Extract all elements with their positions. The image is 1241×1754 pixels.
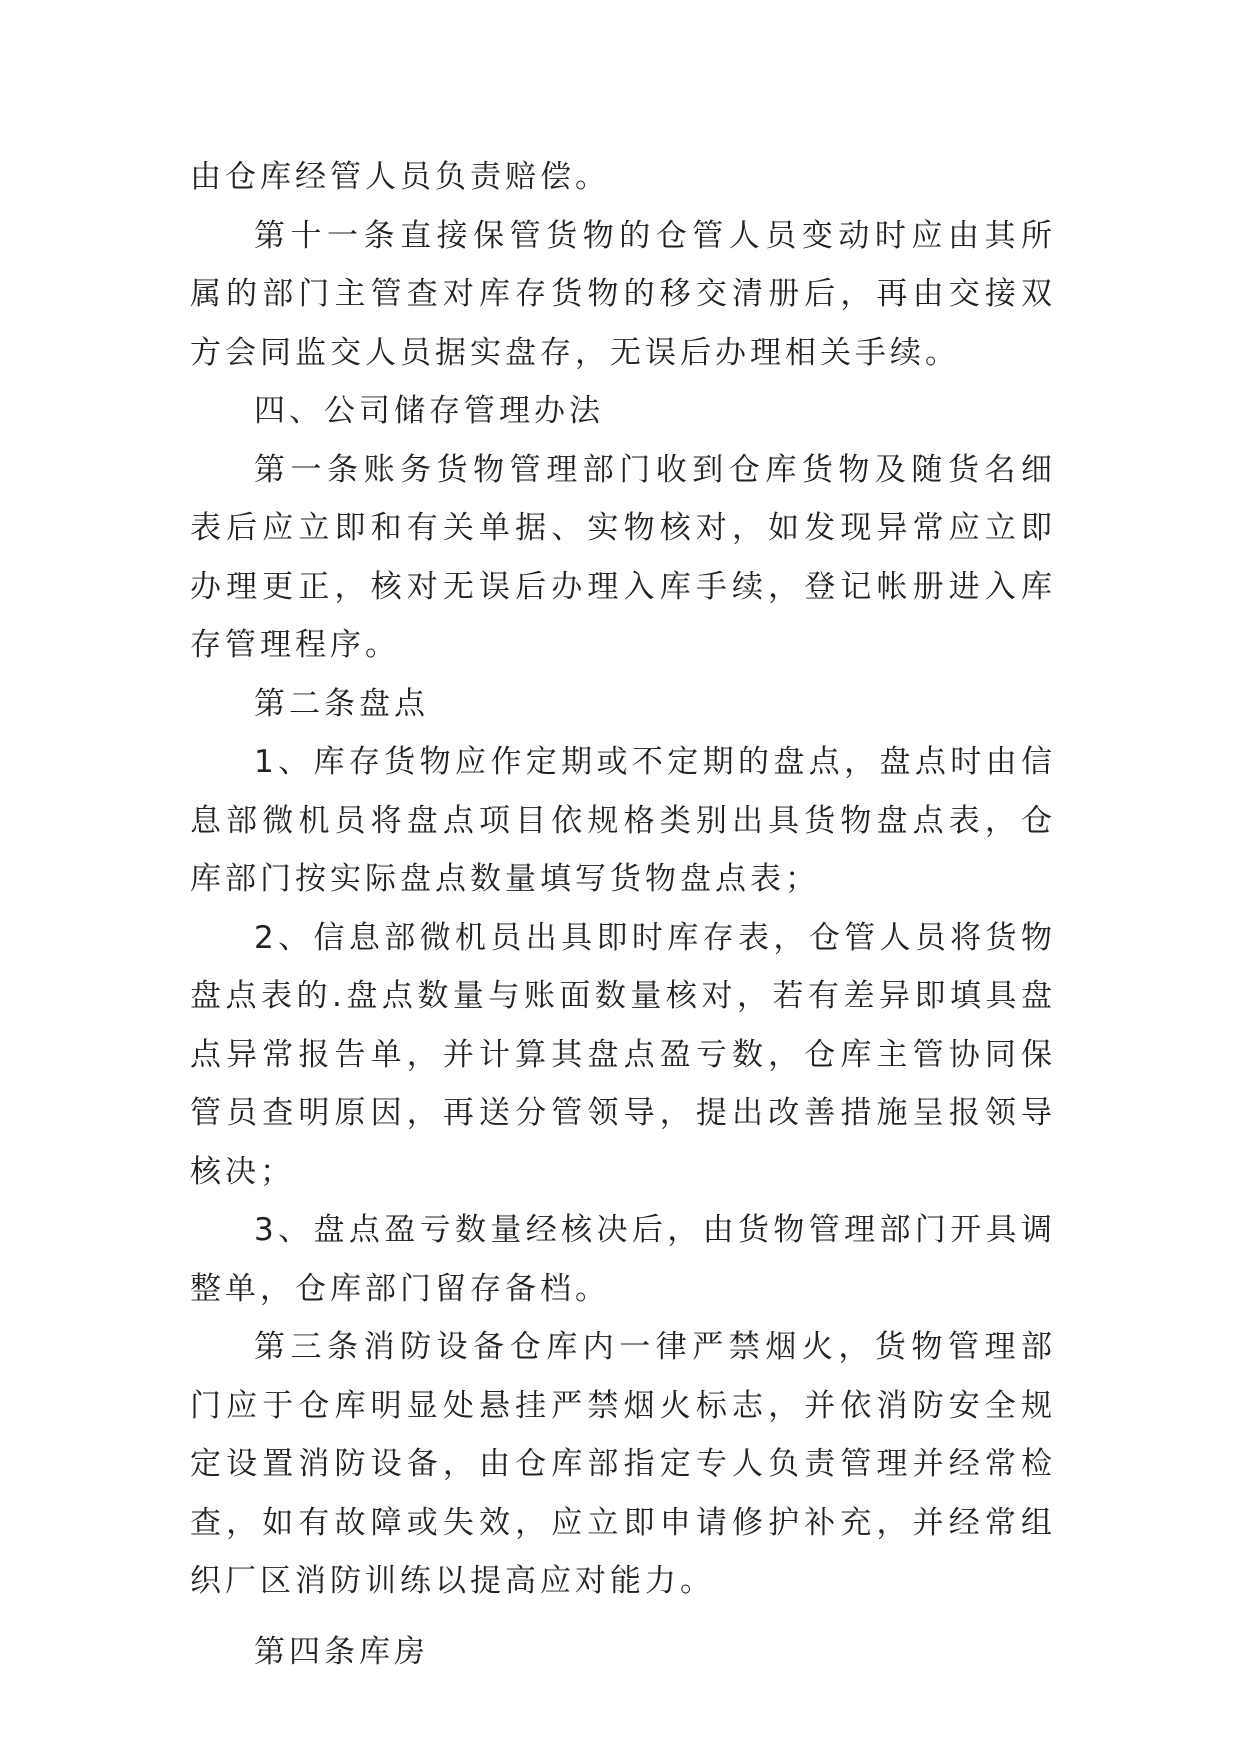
paragraph-inventory-item-3: 3、盘点盈亏数量经核决后，由货物管理部门开具调整单，仓库部门留存备档。 <box>190 1212 1056 1307</box>
section-heading-storage-management: 四、公司储存管理办法 <box>254 393 604 429</box>
paragraph-article-4-heading: 第四条库房 <box>254 1633 429 1670</box>
document-body <box>190 148 1056 1681</box>
paragraph-compensation-end: 由仓库经管人员负责赔偿。 <box>190 159 610 195</box>
paragraph-inventory-item-2: 2、信息部微机员出具即时库存表，仓管人员将货物盘点表的.盘点数量与账面数量核对，若有差异即填具盘点异常报告单，并计算其盘点盈亏数，仓库主管协同保管员查明原因，再送分管领导，提出改善措施呈报领导核决； <box>190 919 1056 1190</box>
paragraph-article-1: 第一条账务货物管理部门收到仓库货物及随货名细表后应立即和有关单据、实物核对，如发现异常应立即办理更正，核对无误后办理入库手续，登记帐册进入库存管理程序。 <box>190 451 1056 663</box>
paragraph-article-2-heading: 第二条盘点 <box>254 685 429 722</box>
paragraph-inventory-item-1: 1、库存货物应作定期或不定期的盘点，盘点时由信息部微机员将盘点项目依规格类别出具货物盘点表，仓库部门按实际盘点数量填写货物盘点表； <box>190 744 1056 897</box>
paragraph-article-11: 第十一条直接保管货物的仓管人员变动时应由其所属的部门主管查对库存货物的移交清册后，再由交接双方会同监交人员据实盘存，无误后办理相关手续。 <box>190 217 1056 371</box>
paragraph-article-3: 第三条消防设备仓库内一律严禁烟火，货物管理部门应于仓库明显处悬挂严禁烟火标志，并依消防安全规定设置消防设备，由仓库部指定专人负责管理并经常检查，如有故障或失效，应立即申请修护补充，并经常组织厂区消防训练以提高应对能力。 <box>190 1329 1056 1599</box>
